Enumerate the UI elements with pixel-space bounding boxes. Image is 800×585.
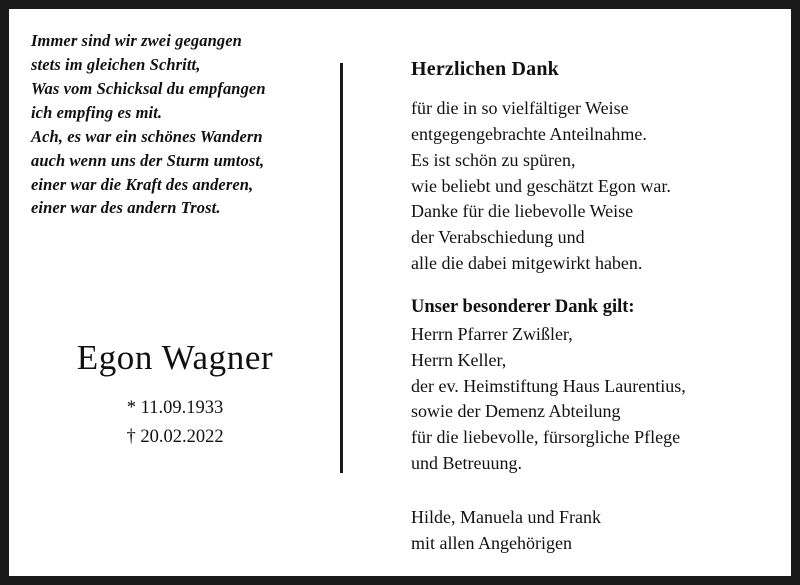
thanks-line: entgegengebrachte Anteilnahme. xyxy=(411,123,647,144)
deceased-name: Egon Wagner xyxy=(76,338,274,377)
poem-line: Was vom Schicksal du empfangen xyxy=(31,78,266,98)
thanks-line: der Verabschiedung und xyxy=(411,227,585,248)
poem-line: einer war des andern Trost. xyxy=(31,198,221,218)
special-thanks-line: sowie der Demenz Abteilung xyxy=(411,401,621,422)
thanks-line: alle die dabei mitgewirkt haben. xyxy=(411,253,643,274)
notice-inner xyxy=(9,9,791,576)
thanks-heading: Herzlichen Dank xyxy=(411,58,559,80)
vertical-divider xyxy=(340,63,343,473)
special-thanks-line: Herrn Pfarrer Zwißler, xyxy=(411,323,573,344)
special-thanks-paragraph xyxy=(411,322,779,477)
thanks-paragraph xyxy=(411,96,779,277)
signature-block xyxy=(411,505,779,557)
thanks-line: für die in so vielfältiger Weise xyxy=(411,97,629,118)
right-column xyxy=(349,9,791,576)
special-thanks-line: und Betreuung. xyxy=(411,453,522,474)
special-thanks-line: Herrn Keller, xyxy=(411,349,507,370)
signature-line: mit allen Angehörigen xyxy=(411,533,572,554)
special-thanks-line: für die liebevolle, fürsorgliche Pflege xyxy=(411,427,681,448)
thanks-line: wie beliebt und geschätzt Egon war. xyxy=(411,175,671,196)
thanks-line: Es ist schön zu spüren, xyxy=(411,149,576,170)
signature-line: Hilde, Manuela und Frank xyxy=(411,507,601,528)
thanks-line: Danke für die liebevolle Weise xyxy=(411,201,634,222)
poem-line: stets im gleichen Schritt, xyxy=(31,54,201,74)
poem-line: auch wenn uns der Sturm umtost, xyxy=(31,150,265,170)
poem-line: Immer sind wir zwei gegangen xyxy=(31,31,242,50)
name-block xyxy=(9,339,341,453)
birth-date: * 11.09.1933 xyxy=(126,397,224,418)
poem-line: einer war die Kraft des anderen, xyxy=(31,174,254,194)
special-thanks-line: der ev. Heimstiftung Haus Laurentius, xyxy=(411,375,686,396)
poem-line: ich empfing es mit. xyxy=(31,102,163,122)
life-dates xyxy=(9,394,341,453)
special-thanks-heading: Unser besonderer Dank gilt: xyxy=(411,297,635,318)
left-column xyxy=(9,9,349,576)
poem-block xyxy=(31,29,339,220)
poem-line: Ach, es war ein schönes Wandern xyxy=(31,126,263,146)
death-date: † 20.02.2022 xyxy=(126,427,224,448)
